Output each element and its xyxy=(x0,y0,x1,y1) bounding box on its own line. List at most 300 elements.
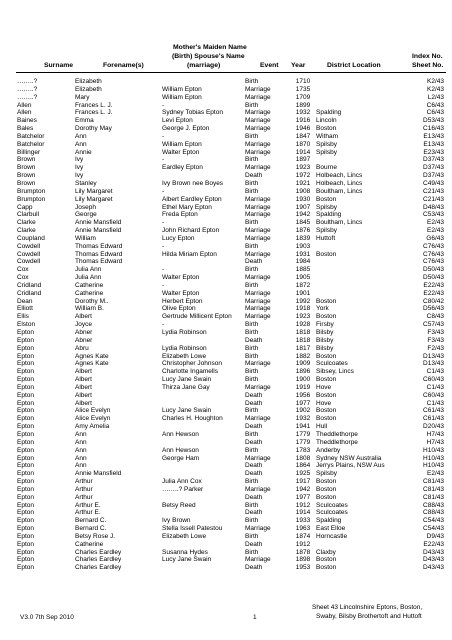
sheet-title-line1: Sheet 43 Lincolnshire Eptons, Boston, xyxy=(312,604,423,611)
event-heading: Event xyxy=(260,62,279,69)
year-cell: 1872 xyxy=(295,281,311,289)
event-cell: Marriage xyxy=(245,234,271,242)
forename-cell: Alice Evelyn xyxy=(75,407,111,415)
index-cell: D37/43 xyxy=(423,172,444,180)
surname-cell: Epton xyxy=(17,336,34,344)
district-cell: York xyxy=(316,305,329,313)
index-cell: C6/43 xyxy=(426,109,444,117)
table-row xyxy=(0,94,452,102)
forename-cell: Abner xyxy=(75,336,93,344)
surname-cell: Cox xyxy=(17,266,29,274)
header-divider xyxy=(16,72,446,73)
index-cell: G6/43 xyxy=(426,234,444,242)
spouse-mother-cell: Sydney Tobias Epton xyxy=(162,109,223,117)
forename-cell: Lily Margaret xyxy=(75,195,113,203)
table-row xyxy=(0,564,452,572)
table-row xyxy=(0,274,452,282)
spouse-mother-cell: Ethel Mary Epton xyxy=(162,203,212,211)
spouse-mother-cell: Lucy Jane Swain xyxy=(162,376,212,384)
index-cell: C76/43 xyxy=(423,258,444,266)
surname-cell: ……..? xyxy=(17,93,38,101)
table-row xyxy=(0,329,452,337)
spouse-mother-cell: George J. Epton xyxy=(162,125,210,133)
year-cell: 1916 xyxy=(295,117,311,125)
forename-cell: Thomas Edward xyxy=(75,242,123,250)
table-row xyxy=(0,188,452,196)
event-cell: Birth xyxy=(245,321,259,329)
year-cell: 1818 xyxy=(295,336,311,344)
spouse-mother-cell: Ivy Brown xyxy=(162,517,191,525)
surname-cell: Epton xyxy=(17,525,34,533)
event-cell: Death xyxy=(245,509,263,517)
event-cell: Birth xyxy=(245,329,259,336)
event-cell: Marriage xyxy=(245,140,271,148)
forename-cell: Charles Eardley xyxy=(75,564,122,572)
district-cell: Boultham, Lincs xyxy=(316,187,363,195)
surname-cell: Epton xyxy=(17,564,34,572)
spouse-mother-cell: Charlotte Ingamells xyxy=(162,368,218,376)
forename-cell: Stanley xyxy=(75,179,97,187)
year-cell: 1808 xyxy=(295,454,311,462)
surname-cell: Clarke xyxy=(17,219,36,227)
index-cell: C57/43 xyxy=(423,321,444,329)
forename-cell: William B. xyxy=(75,305,104,313)
year-cell: 1931 xyxy=(295,250,311,258)
year-cell: 1917 xyxy=(295,478,311,486)
index-cell: D9/43 xyxy=(426,532,444,540)
index-cell: E2/43 xyxy=(427,227,444,235)
district-cell: Holbeach, Lincs xyxy=(316,179,363,187)
district-cell: Lincoln xyxy=(316,117,337,125)
surname-cell: ……..? xyxy=(17,78,38,85)
forename-cell: Albert xyxy=(75,383,92,391)
table-row xyxy=(0,290,452,298)
table-row xyxy=(0,305,452,313)
index-cell: C76/43 xyxy=(423,250,444,258)
year-cell: 1876 xyxy=(295,227,311,235)
index-cell: D37/43 xyxy=(423,156,444,164)
district-cell: Sculcoates xyxy=(316,360,348,368)
surname-cell: Brumpton xyxy=(17,195,46,203)
forename-cell: Annie Mansfield xyxy=(75,219,122,227)
event-cell: Marriage xyxy=(245,203,271,211)
year-cell: 1923 xyxy=(295,164,311,172)
year-cell: 1779 xyxy=(295,430,311,438)
spouse-mother-cell: ……..? Parker xyxy=(162,485,204,493)
surname-cell: Epton xyxy=(17,532,34,540)
forename-cell: Joseph xyxy=(75,203,96,211)
index-cell: D20/43 xyxy=(423,423,444,431)
year-cell: 1709 xyxy=(295,93,311,101)
index-cell: C6/43 xyxy=(426,101,444,109)
year-cell: 1946 xyxy=(295,125,311,133)
table-row xyxy=(0,439,452,447)
forename-cell: Albert xyxy=(75,313,92,321)
spouse-mother-cell: William Epton xyxy=(162,140,202,148)
forename-cell: Betsy Rose J. xyxy=(75,532,116,540)
index-cell: C88/43 xyxy=(423,509,444,517)
table-row xyxy=(0,376,452,384)
event-cell: Birth xyxy=(245,266,259,274)
spouse-mother-cell: William Epton xyxy=(162,85,202,93)
forename-cell: Albert xyxy=(75,391,92,399)
table-row xyxy=(0,392,452,400)
event-cell: Death xyxy=(245,493,263,501)
surname-cell: Epton xyxy=(17,517,34,525)
surname-cell: Brown xyxy=(17,164,36,172)
table-row xyxy=(0,102,452,110)
year-cell: 1912 xyxy=(295,540,311,548)
event-cell: Birth xyxy=(245,344,259,352)
forename-cell: Bernard C. xyxy=(75,517,107,525)
index-cell: D48/43 xyxy=(423,203,444,211)
event-cell: Marriage xyxy=(245,485,271,493)
table-row xyxy=(0,509,452,517)
surname-cell: Brown xyxy=(17,156,36,164)
surname-cell: Elston xyxy=(17,321,36,329)
forename-cell: Bernard C. xyxy=(75,525,107,533)
index-cell: D56/43 xyxy=(423,305,444,313)
year-cell: 1992 xyxy=(295,297,311,305)
year-cell: 1817 xyxy=(295,344,311,352)
surname-cell: Epton xyxy=(17,368,34,376)
surname-cell: Cowdell xyxy=(17,250,41,258)
surname-cell: Allen xyxy=(17,101,32,109)
event-cell: Marriage xyxy=(245,195,271,203)
district-cell: Boston xyxy=(316,250,337,258)
district-cell: Boston xyxy=(316,407,337,415)
spouse-mother-cell: Gertrude Millicent Epton xyxy=(162,313,232,321)
table-row xyxy=(0,455,452,463)
table-row xyxy=(0,368,452,376)
index-cell: C88/43 xyxy=(423,501,444,509)
spouse-mother-cell: - xyxy=(162,321,165,329)
index-cell: C1/43 xyxy=(426,383,444,391)
forename-cell: Catherine xyxy=(75,281,104,289)
surname-cell: Epton xyxy=(17,446,34,454)
district-cell: Anderby xyxy=(316,446,341,454)
event-cell: Birth xyxy=(245,376,259,384)
forename-cell: Ann xyxy=(75,132,87,140)
event-cell: Birth xyxy=(245,478,259,486)
surname-cell: Epton xyxy=(17,360,34,368)
table-row xyxy=(0,400,452,408)
index-cell: D50/43 xyxy=(423,266,444,274)
event-cell: Death xyxy=(245,336,263,344)
year-cell: 1901 xyxy=(295,289,311,297)
year-cell: 1903 xyxy=(295,242,311,250)
district-cell: Boston xyxy=(316,195,337,203)
table-row xyxy=(0,180,452,188)
event-cell: Death xyxy=(245,399,263,407)
spouse-mother-cell: Herbert Epton xyxy=(162,297,203,305)
spouse-mother-cell: Ann Hewson xyxy=(162,430,199,438)
forename-cell: Albert xyxy=(75,368,92,376)
district-cell: Spalding xyxy=(316,517,342,525)
table-row xyxy=(0,266,452,274)
district-cell: Claxby xyxy=(316,548,336,556)
year-cell: 1870 xyxy=(295,140,311,148)
year-cell: 1930 xyxy=(295,195,311,203)
spouse-mother-cell: - xyxy=(162,101,165,109)
district-cell: Firsby xyxy=(316,321,334,329)
event-cell: Birth xyxy=(245,101,259,109)
district-cell: Spilsby xyxy=(316,227,337,235)
event-cell: Marriage xyxy=(245,454,271,462)
index-cell: D37/43 xyxy=(423,164,444,172)
event-cell: Birth xyxy=(245,407,259,415)
forename-cell: Ann xyxy=(75,454,87,462)
spouse-mother-cell: Olive Epton xyxy=(162,305,196,313)
district-cell: Boston xyxy=(316,485,337,493)
table-row xyxy=(0,431,452,439)
district-cell: Boston xyxy=(316,376,337,384)
table-row xyxy=(0,125,452,133)
district-cell: Bourne xyxy=(316,164,337,172)
surname-cell: Ellis xyxy=(17,313,29,321)
mothers-maiden-heading-line3: (marriage) xyxy=(187,62,221,69)
event-cell: Marriage xyxy=(245,383,271,391)
year-cell: 1864 xyxy=(295,462,311,470)
year-cell: 1977 xyxy=(295,399,311,407)
event-cell: Birth xyxy=(245,501,259,509)
event-cell: Marriage xyxy=(245,211,271,219)
year-cell: 1779 xyxy=(295,438,311,446)
district-cell: East Elloe xyxy=(316,525,346,533)
spouse-mother-cell: Elizabeth Lowe xyxy=(162,532,207,540)
table-row xyxy=(0,172,452,180)
year-cell: 1977 xyxy=(295,493,311,501)
district-cell: Sibsey, Lincs xyxy=(316,368,354,376)
version-label: V3.0 7th Sep 2010 xyxy=(20,614,74,621)
event-cell: Marriage xyxy=(245,289,271,297)
forename-cell: Dorothy M.. xyxy=(75,297,109,305)
index-cell: C76/43 xyxy=(423,242,444,250)
table-row xyxy=(0,360,452,368)
event-cell: Death xyxy=(245,438,263,446)
event-cell: Birth xyxy=(245,156,259,164)
index-cell: H7/43 xyxy=(426,438,444,446)
event-cell: Birth xyxy=(245,446,259,454)
surname-cell: Epton xyxy=(17,423,34,431)
surname-cell: Cridland xyxy=(17,281,42,289)
event-cell: Death xyxy=(245,172,263,180)
district-cell: Spilsby xyxy=(316,148,337,156)
index-cell: H10/43 xyxy=(423,462,444,470)
year-cell: 1847 xyxy=(295,132,311,140)
event-cell: Birth xyxy=(245,368,259,376)
year-cell: 1905 xyxy=(295,274,311,282)
surname-cell: Epton xyxy=(17,548,34,556)
index-cell: F2/43 xyxy=(427,344,444,352)
table-row xyxy=(0,345,452,353)
forename-cell: Ivy xyxy=(75,172,84,180)
table-row xyxy=(0,298,452,306)
event-cell: Birth xyxy=(245,242,259,250)
district-cell: Sculcoates xyxy=(316,501,348,509)
year-cell: 1783 xyxy=(295,446,311,454)
event-cell: Marriage xyxy=(245,556,271,564)
spouse-mother-cell: - xyxy=(162,242,165,250)
forename-cell: Emma xyxy=(75,117,94,125)
spouse-mother-cell: Walter Epton xyxy=(162,274,200,282)
forename-cell: Charles Eardley xyxy=(75,556,122,564)
surname-cell: Epton xyxy=(17,478,34,486)
table-row xyxy=(0,235,452,243)
district-heading: District Location xyxy=(327,62,381,69)
sheet-title-line2: Swaby, Bilsby Brothertoft and Huttoft xyxy=(316,613,422,620)
district-cell: Hove xyxy=(316,383,332,391)
forename-cell: Arthur E. xyxy=(75,509,101,517)
spouse-mother-cell: Lucy Jane Swain xyxy=(162,556,212,564)
spouse-mother-cell: Stella Issell Patestou xyxy=(162,525,223,533)
index-cell: C1/43 xyxy=(426,368,444,376)
surname-cell: Epton xyxy=(17,329,34,336)
event-cell: Marriage xyxy=(245,313,271,321)
table-row xyxy=(0,556,452,564)
index-cell: E23/43 xyxy=(423,148,444,156)
forename-cell: Ann xyxy=(75,140,87,148)
year-cell: 1897 xyxy=(295,156,311,164)
index-cell: C80/42 xyxy=(423,297,444,305)
index-heading-line2: Sheet No. xyxy=(412,62,444,69)
district-cell: Spilsby xyxy=(316,470,337,478)
event-cell: Marriage xyxy=(245,125,271,133)
year-cell: 1984 xyxy=(295,258,311,266)
forename-cell: Alice Evelyn xyxy=(75,415,111,423)
table-row xyxy=(0,525,452,533)
event-cell: Marriage xyxy=(245,305,271,313)
spouse-mother-cell: Ivy Brown nee Boyes xyxy=(162,179,224,187)
table-row xyxy=(0,133,452,141)
event-cell: Marriage xyxy=(245,93,271,101)
district-cell: Bilsby xyxy=(316,329,334,336)
event-cell: Marriage xyxy=(245,164,271,172)
event-cell: Marriage xyxy=(245,148,271,156)
surname-cell: Brumpton xyxy=(17,187,46,195)
table-row xyxy=(0,533,452,541)
event-cell: Birth xyxy=(245,132,259,140)
district-cell: Spilsby xyxy=(316,140,337,148)
district-cell: Boston xyxy=(316,556,337,564)
table-row xyxy=(0,423,452,431)
table-row xyxy=(0,541,452,549)
spouse-mother-cell: Ann Hewson xyxy=(162,446,199,454)
index-cell: E22/43 xyxy=(423,289,444,297)
table-row xyxy=(0,447,452,455)
district-cell: Jerrys Plains, NSW Aus xyxy=(316,462,385,470)
year-cell: 1914 xyxy=(295,509,311,517)
year-cell: 1928 xyxy=(295,321,311,329)
index-cell: C81/43 xyxy=(423,493,444,501)
table-row xyxy=(0,78,452,86)
district-cell: Theddlethorpe xyxy=(316,430,358,438)
forename-cell: Arthur E. xyxy=(75,501,101,509)
year-cell: 1896 xyxy=(295,368,311,376)
table-row xyxy=(0,227,452,235)
year-cell: 1710 xyxy=(295,78,311,85)
index-cell: D43/43 xyxy=(423,556,444,564)
spouse-mother-cell: Levi Epton xyxy=(162,117,193,125)
year-cell: 1907 xyxy=(295,203,311,211)
spouse-mother-cell: Julia Ann Cox xyxy=(162,478,202,486)
index-cell: F3/43 xyxy=(427,329,444,336)
index-cell: K2/43 xyxy=(427,78,444,85)
forename-cell: Abner xyxy=(75,329,93,336)
table-row xyxy=(0,164,452,172)
event-cell: Marriage xyxy=(245,415,271,423)
year-cell: 1735 xyxy=(295,85,311,93)
forename-cell: Catherine xyxy=(75,540,104,548)
surname-cell: Dean xyxy=(17,297,33,305)
year-cell: 1839 xyxy=(295,234,311,242)
event-cell: Birth xyxy=(245,179,259,187)
year-heading: Year xyxy=(291,62,306,69)
district-cell: Boston xyxy=(316,564,337,572)
index-cell: E2/43 xyxy=(427,219,444,227)
index-cell: C8/43 xyxy=(426,313,444,321)
surname-cell: Elliott xyxy=(17,305,33,313)
table-row xyxy=(0,211,452,219)
forename-cell: Ivy xyxy=(75,164,84,172)
district-cell: Spalding xyxy=(316,109,342,117)
surname-cell: Epton xyxy=(17,462,34,470)
surname-cell: Billinger xyxy=(17,148,41,156)
table-row xyxy=(0,494,452,502)
page-number: 1 xyxy=(253,614,257,621)
district-cell: Sculcoates xyxy=(316,509,348,517)
surname-cell: Epton xyxy=(17,415,34,423)
event-cell: Birth xyxy=(245,532,259,540)
district-cell: Boston xyxy=(316,415,337,423)
records-table xyxy=(0,78,452,572)
table-row xyxy=(0,470,452,478)
forename-cell: Amy Amelia xyxy=(75,423,110,431)
table-row xyxy=(0,337,452,345)
forename-cell: Elizabeth xyxy=(75,78,102,85)
district-cell: Hull xyxy=(316,423,328,431)
district-cell: Hove xyxy=(316,399,332,407)
index-cell: E22/43 xyxy=(423,281,444,289)
table-row xyxy=(0,407,452,415)
year-cell: 1932 xyxy=(295,415,311,423)
surname-cell: Bales xyxy=(17,125,34,133)
table-row xyxy=(0,313,452,321)
surname-cell: Epton xyxy=(17,352,34,360)
forename-cell: Ann xyxy=(75,438,87,446)
index-cell: C49/43 xyxy=(423,179,444,187)
forename-cell: Mary xyxy=(75,93,90,101)
forename-cell: Catherine xyxy=(75,289,104,297)
year-cell: 1956 xyxy=(295,391,311,399)
table-row xyxy=(0,219,452,227)
year-cell: 1845 xyxy=(295,219,311,227)
event-cell: Marriage xyxy=(245,360,271,368)
spouse-mother-cell: Lydia Robinson xyxy=(162,344,207,352)
index-cell: D13/43 xyxy=(423,360,444,368)
index-cell: C60/43 xyxy=(423,391,444,399)
year-cell: 1912 xyxy=(295,501,311,509)
index-cell: D53/43 xyxy=(423,117,444,125)
spouse-mother-cell: Lucy Jane Swain xyxy=(162,407,212,415)
year-cell: 1919 xyxy=(295,383,311,391)
district-cell: Boston xyxy=(316,313,337,321)
surname-cell: ……..? xyxy=(17,85,38,93)
forename-cell: Thomas Edward xyxy=(75,258,123,266)
year-cell: 1972 xyxy=(295,172,311,180)
forename-cell: George xyxy=(75,211,97,219)
index-cell: D43/43 xyxy=(423,564,444,572)
